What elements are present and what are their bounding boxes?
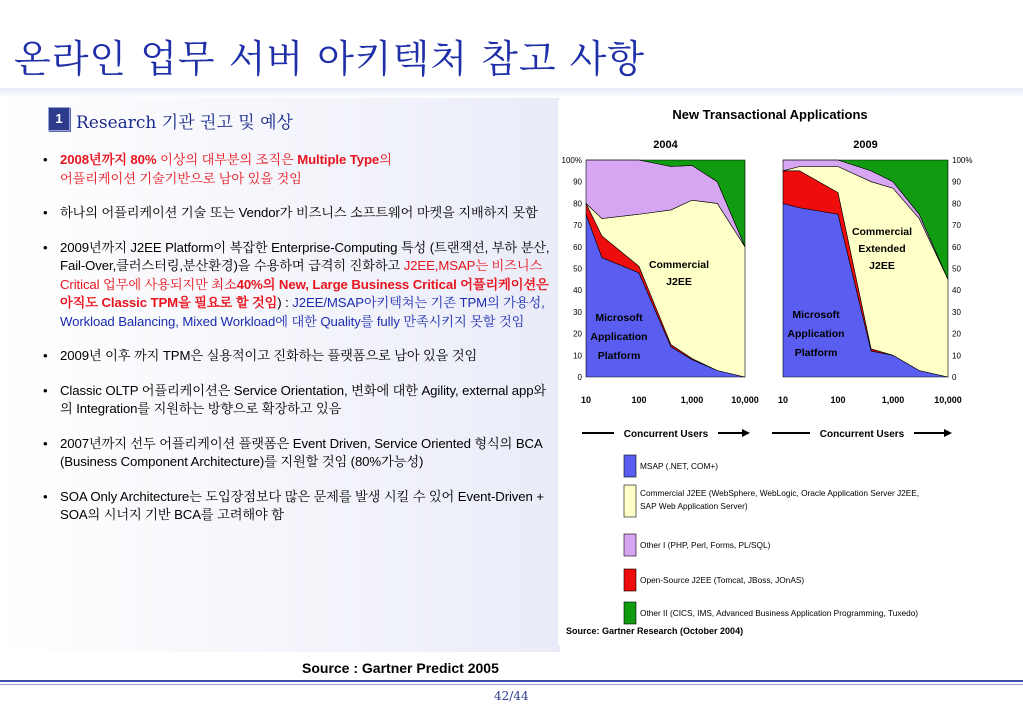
bullet-3-text-e: ) : bbox=[277, 295, 293, 310]
legend-swatch bbox=[624, 602, 636, 624]
bullet-3-text-f: J2EE/MSAP아키텍쳐는 기존 TPM의 가용성, Workload Balancing, Mixed Workload에 대한 Quality를 fully 만족시키지 못할 것임 bbox=[60, 295, 545, 329]
x-axis-label: Concurrent Users bbox=[623, 429, 709, 440]
bullet-3-text-c: 40% bbox=[236, 276, 263, 292]
y-tick-label: 70 bbox=[952, 221, 961, 231]
y-tick-label: 0 bbox=[952, 373, 957, 382]
x-tick-label: 100 bbox=[830, 395, 846, 405]
commercial-j2ee-label: J2EE bbox=[666, 276, 692, 288]
bullet-3-text-a: 2009년까지 J2EE Platform이 복잡한 Enterprise-Computing 특성 (트랜잭션, 부하 분산, Fail-Over,클러스터링,분산환경)을 수용하며 급격히 진화하고 bbox=[60, 239, 550, 273]
section-title: Research 기관 권고 및 예상 bbox=[76, 113, 293, 133]
y-tick-label: 40 bbox=[952, 286, 961, 296]
legend-swatch bbox=[624, 455, 636, 477]
source-note: Source : Gartner Predict 2005 bbox=[302, 660, 499, 676]
chart-title: New Transactional Applications bbox=[672, 107, 868, 122]
commercial-j2ee-label: Commercial bbox=[648, 259, 710, 271]
chart-source: Source: Gartner Research (October 2004) bbox=[566, 626, 744, 636]
x-tick-label: 10,000 bbox=[731, 395, 759, 405]
bullet-item-2: • 하나의 어플리케이션 기술 또는 Vendor가 비즈니스 소프트웨어 마켓을 지배하지 못함 bbox=[40, 204, 552, 223]
bullet-3-text-d: 의 New, Large Business Critical 어플리케이션은 아직도 Classic TPM을 필요로 할 것임 bbox=[60, 276, 549, 310]
commercial-j2ee-label: J2EE bbox=[869, 260, 895, 272]
legend-swatch bbox=[624, 534, 636, 556]
bullet-1-text-e: 의 bbox=[379, 152, 392, 167]
legend-label: Other I (PHP, Perl, Forms, PL/SQL) bbox=[640, 540, 771, 550]
legend-label: MSAP (.NET, COM+) bbox=[640, 461, 718, 471]
y-tick-label: 10 bbox=[573, 351, 582, 361]
page-number: 42/44 bbox=[494, 689, 529, 703]
microsoft-platform-label: Microsoft bbox=[792, 309, 840, 321]
x-tick-label: 10,000 bbox=[934, 395, 962, 405]
y-tick-label: 30 bbox=[952, 307, 961, 317]
y-tick-label: 60 bbox=[952, 242, 961, 252]
y-tick-label: 80 bbox=[952, 199, 961, 209]
y-tick-label: 0 bbox=[577, 373, 582, 382]
bullet-3-text-b: J2EE,MSAP는 비즈니스 Critical 업무에 사용되지만 최소 bbox=[60, 258, 543, 292]
x-tick-label: 1,000 bbox=[680, 395, 704, 405]
bullet-item-4: • 2009년 이후 까지 TPM은 실용적이고 진화하는 플랫폼으로 남아 있을 것임 bbox=[40, 347, 552, 366]
bullet-item-7: • SOA Only Architecture는 도입장점보다 많은 문제를 발생 시킬 수 있어 Event-Driven + SOA의 시너지 기반 BCA를 고려해야 함 bbox=[40, 488, 552, 525]
title-divider bbox=[0, 88, 1023, 98]
y-tick-label: 30 bbox=[573, 307, 582, 317]
microsoft-platform-label: Platform bbox=[794, 347, 838, 359]
y-tick-label: 100% bbox=[561, 156, 582, 165]
x-axis-label: Concurrent Users bbox=[819, 429, 905, 440]
commercial-j2ee-label: Extended bbox=[858, 243, 906, 255]
legend-label: Open-Source J2EE (Tomcat, JBoss, JOnAS) bbox=[640, 575, 805, 585]
bullet-item-6: • 2007년까지 선두 어플리케이션 플랫폼은 Event Driven, Service Oriented 형식의 BCA (Business Component Architecture)를 지원할 것임 (80%가능성) bbox=[40, 435, 552, 472]
y-tick-label: 90 bbox=[573, 177, 582, 187]
y-tick-label: 40 bbox=[573, 286, 582, 296]
bullet-1-text-b: 80% bbox=[130, 152, 157, 167]
legend-label: Commercial J2EE (WebSphere, WebLogic, Oracle Application Server J2EE, bbox=[640, 488, 920, 498]
legend-swatch bbox=[624, 569, 636, 591]
footer-rule-thin bbox=[0, 684, 1023, 685]
commercial-j2ee-label: Commercial bbox=[851, 226, 913, 238]
bullet-1-text-f: 어플리케이션 기술기반으로 남아 있을 것임 bbox=[60, 170, 302, 186]
legend-label: Other II (CICS, IMS, Advanced Business Application Programming, Tuxedo) bbox=[640, 608, 919, 618]
y-tick-label: 20 bbox=[952, 329, 961, 339]
x-tick-label: 10 bbox=[777, 395, 789, 405]
y-tick-label: 50 bbox=[573, 264, 582, 274]
legend-label: SAP Web Application Server) bbox=[640, 501, 748, 511]
x-tick-label: 10 bbox=[580, 395, 592, 405]
y-tick-label: 50 bbox=[952, 264, 961, 274]
transactional-apps-chart bbox=[558, 100, 982, 645]
panel-title: 2009 bbox=[853, 139, 878, 151]
y-tick-label: 10 bbox=[952, 351, 961, 361]
bullet-item-1 bbox=[40, 151, 552, 188]
y-tick-label: 100% bbox=[952, 156, 973, 165]
footer-rule bbox=[0, 680, 1023, 682]
y-tick-label: 80 bbox=[573, 199, 582, 209]
x-tick-label: 100 bbox=[631, 395, 647, 405]
panel-title: 2004 bbox=[653, 139, 678, 151]
y-tick-label: 60 bbox=[573, 242, 582, 252]
bullet-item-3 bbox=[40, 239, 552, 332]
microsoft-platform-label: Platform bbox=[597, 350, 641, 362]
bullet-1-text-c: 이상의 대부분의 조직은 bbox=[156, 152, 298, 167]
y-tick-label: 90 bbox=[952, 177, 961, 187]
x-tick-label: 1,000 bbox=[881, 395, 905, 405]
page-title: 온라인 업무 서버 아키텍처 참고 사항 bbox=[14, 37, 646, 81]
legend-swatch bbox=[624, 485, 636, 517]
microsoft-platform-label: Application bbox=[787, 328, 845, 340]
bullet-list bbox=[40, 151, 552, 541]
microsoft-platform-label: Microsoft bbox=[595, 312, 643, 324]
bullet-1-text-a: 2008년까지 bbox=[60, 152, 131, 167]
y-tick-label: 20 bbox=[573, 329, 582, 339]
bullet-1-text-d: Multiple Type bbox=[297, 152, 380, 167]
bullet-item-5: • Classic OLTP 어플리케이션은 Service Orientation, 변화에 대한 Agility, external app와의 Integration를 지원하는 방향으로 확장하고 있음 bbox=[40, 382, 552, 419]
y-tick-label: 70 bbox=[573, 221, 582, 231]
microsoft-platform-label: Application bbox=[590, 331, 648, 343]
section-number-badge: 1 bbox=[48, 107, 70, 131]
